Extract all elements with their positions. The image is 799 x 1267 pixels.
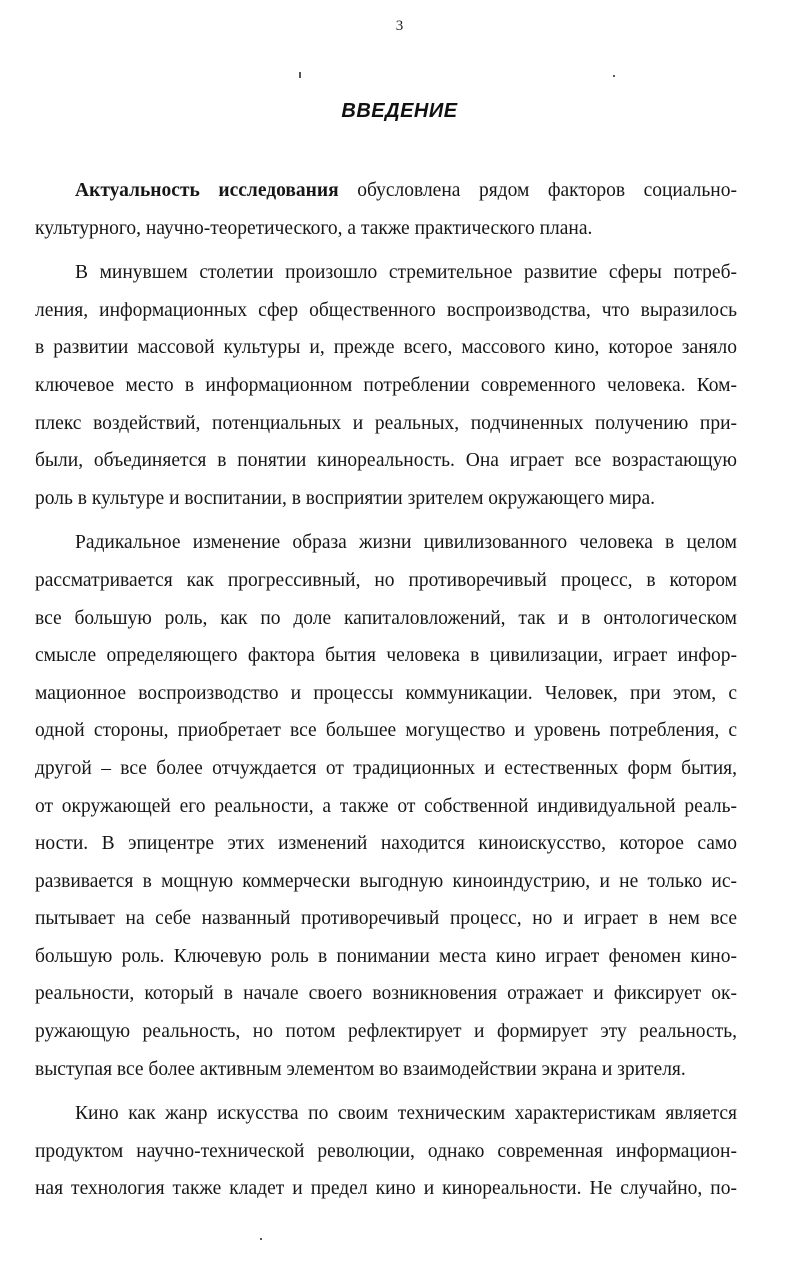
page-number: 3	[395, 18, 404, 34]
paragraph-3-line-2: рассматривается как прогрессивный, но противоречивый процесс, в котором	[35, 569, 737, 591]
paragraph-4-line-3: ная технология также кладет и предел кино и кинореальности. Не случайно, по-	[35, 1178, 737, 1200]
paragraph-2-line-2: ления, информационных сфер общественного воспроизводства, что выразилось	[35, 299, 737, 321]
paragraph-3-line-11: пытывает на себе названный противоречивый процесс, но и играет в нем все	[35, 908, 737, 930]
paragraph-3-line-3: все большую роль, как по доле капиталовложений, так и в онтологическом	[35, 607, 737, 629]
paragraph-3-line-8: от окружающей его реальности, а также от собственной индивидуальной реаль-	[35, 795, 737, 817]
paragraph-1-line-1	[35, 172, 737, 210]
scan-speck	[299, 72, 301, 78]
paragraph-3-line-6: одной стороны, приобретает все большее могущество и уровень потребления, с	[35, 720, 737, 742]
paragraph-3-line-7: другой – все более отчуждается от традиционных и естественных форм бытия,	[35, 757, 737, 779]
paragraph-1-line-1-text: обусловлена рядом факторов социально-	[338, 180, 737, 201]
paragraph-2-line-6: были, объединяется в понятии кинореальность. Она играет все возрастающую	[35, 450, 737, 472]
body-text	[35, 172, 737, 1208]
paragraph-1-line-2: культурного, научно-теоретического, а также практического плана.	[35, 217, 593, 239]
relevance-lead: Актуальность исследования	[75, 180, 339, 201]
scan-speck	[260, 1238, 262, 1240]
paragraph-3-line-5: мационное воспроизводство и процессы коммуникации. Человек, при этом, с	[35, 682, 737, 704]
paragraph-3-line-10: развивается в мощную коммерчески выгодную киноиндустрию, и не только ис-	[35, 870, 737, 892]
paragraph-2-line-5: плекс воздействий, потенциальных и реальных, подчиненных получению при-	[35, 412, 737, 434]
paragraph-4-line-2: продуктом научно-технической революции, однако современная информацион-	[35, 1140, 737, 1162]
paragraph-3-line-13: реальности, который в начале своего возникновения отражает и фиксирует ок-	[35, 983, 737, 1005]
section-heading: ВВЕДЕНИЕ	[341, 100, 458, 122]
paragraph-3-line-1: Радикальное изменение образа жизни цивилизованного человека в целом	[75, 532, 737, 554]
paragraph-3-line-9: ности. В эпицентре этих изменений находится киноискусство, которое само	[35, 833, 737, 855]
paragraph-2-line-7: роль в культуре и воспитании, в восприятии зрителем окружающего мира.	[35, 487, 656, 509]
paragraph-3-line-15: выступая все более активным элементом во взаимодействии экрана и зрителя.	[35, 1058, 686, 1080]
paragraph-2-line-4: ключевое место в информационном потреблении современного человека. Ком-	[35, 374, 737, 396]
paragraph-2-line-1: В минувшем столетии произошло стремительное развитие сферы потреб-	[75, 262, 737, 284]
paragraph-2-line-3: в развитии массовой культуры и, прежде всего, массового кино, которое заняло	[35, 337, 737, 359]
paragraph-4-line-1: Кино как жанр искусства по своим техническим характеристикам является	[75, 1103, 737, 1125]
paragraph-3-line-4: смысле определяющего фактора бытия человека в цивилизации, играет инфор-	[35, 645, 737, 667]
paragraph-3-line-12: большую роль. Ключевую роль в понимании места кино играет феномен кино-	[35, 945, 737, 967]
paragraph-3-line-14: ружающую реальность, но потом рефлектирует и формирует эту реальность,	[35, 1021, 737, 1043]
scan-speck	[613, 75, 615, 77]
